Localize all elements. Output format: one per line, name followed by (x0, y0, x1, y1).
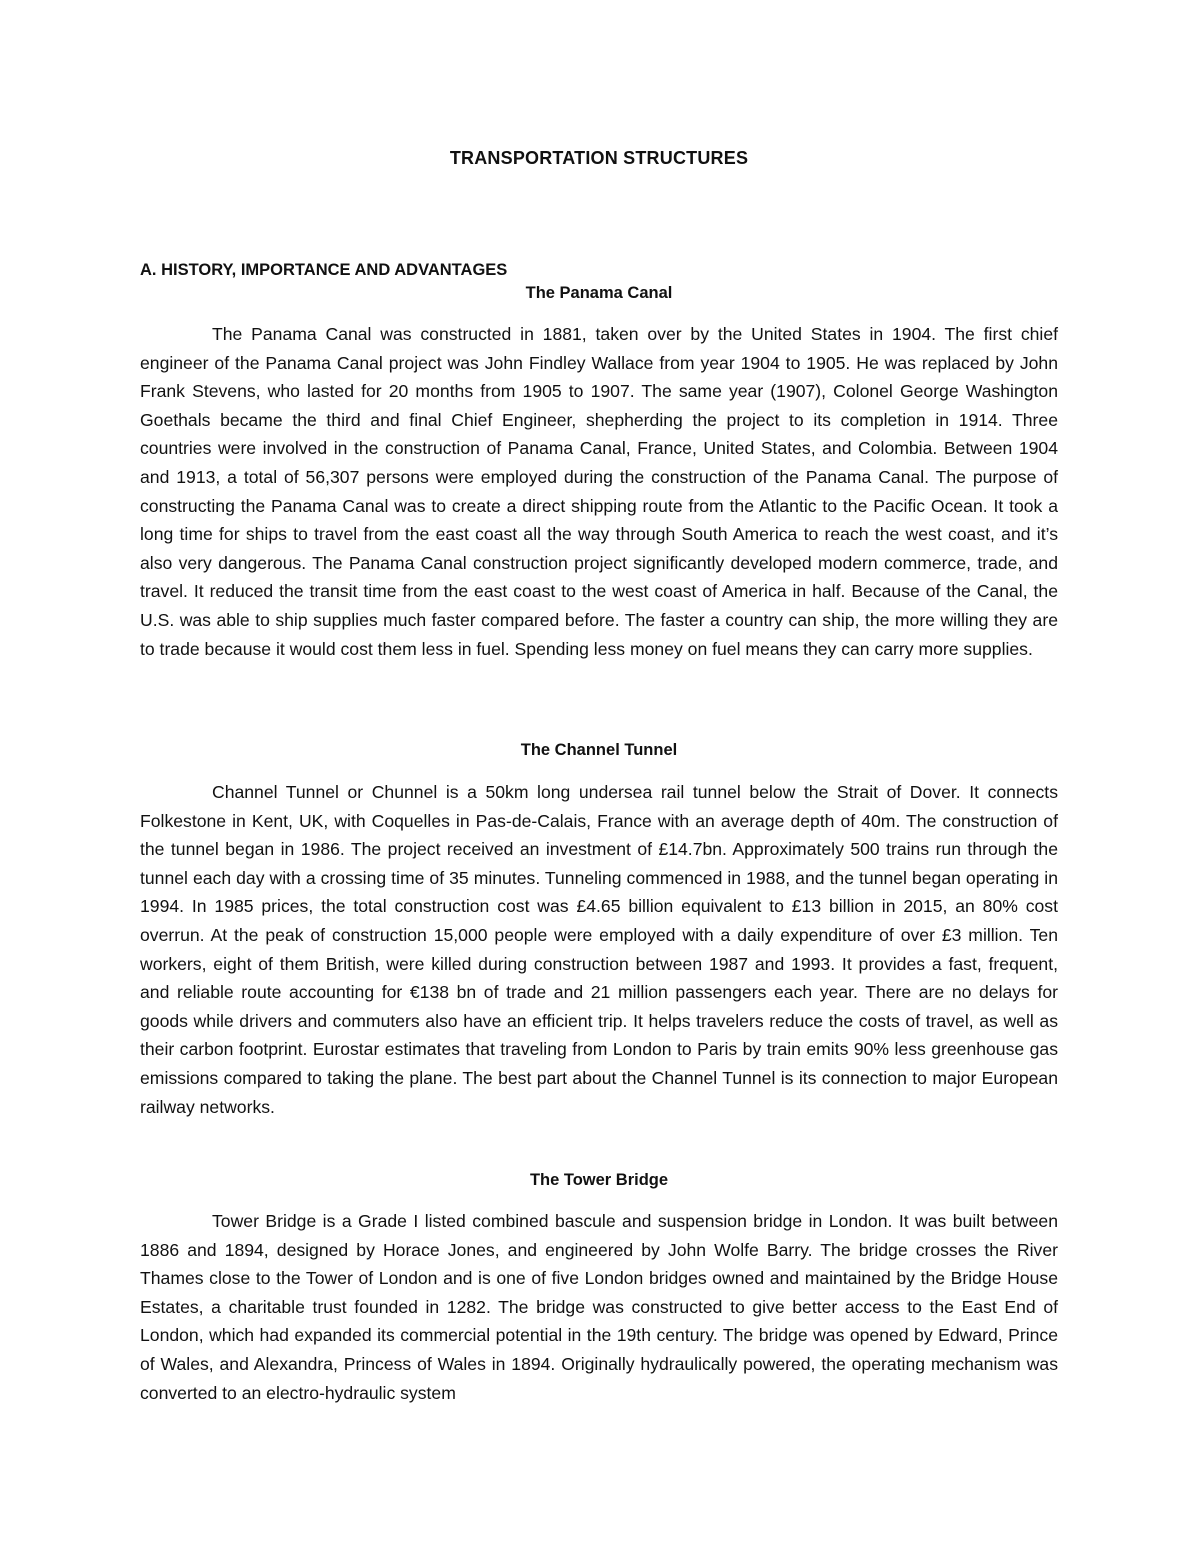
document-title: TRANSPORTATION STRUCTURES (449, 148, 749, 168)
section-heading: A. HISTORY, IMPORTANCE AND ADVANTAGES (140, 261, 508, 279)
subheading-channel-tunnel: The Channel Tunnel (520, 741, 678, 759)
paragraph-channel-tunnel: Channel Tunnel or Chunnel is a 50km long undersea rail tunnel below the Strait of Dover. It connects Folkestone in Kent, UK, with Coquelles in Pas-de-Calais, France with an average depth of 40m. The construction of the tunnel began in 1986. The project received an investment of £14.7bn. Approximately 500 trains run through the tunnel each day with a crossing time of 35 minutes. Tunneling commenced in 1988, and the tunnel began operating in 1994. In 1985 prices, the total construction cost was £4.65 billion equivalent to £13 billion in 2015, an 80% cost overrun. At the peak of construction 15,000 people were employed with a daily expenditure of over £3 million. Ten workers, eight of them British, were killed during construction between 1987 and 1993. It provides a fast, frequent, and reliable route accounting for €138 bn of trade and 21 million passengers each year. There are no delays for goods while drivers and commuters also have an efficient trip. It helps travelers reduce the costs of travel, as well as their carbon footprint. Eurostar estimates that traveling from London to Paris by train emits 90% less greenhouse gas emissions compared to taking the plane. The best part about the Channel Tunnel is its connection to major European railway networks. (140, 782, 1058, 1117)
paragraph-panama-canal: The Panama Canal was constructed in 1881, taken over by the United States in 1904. The first chief engineer of the Panama Canal project was John Findley Wallace from year 1904 to 1905. He was replaced by John Frank Stevens, who lasted for 20 months from 1905 to 1907. The same year (1907), Colonel George Washington Goethals became the third and final Chief Engineer, shepherding the project to its completion in 1914. Three countries were involved in the construction of Panama Canal, France, United States, and Colombia. Between 1904 and 1913, a total of 56,307 persons were employed during the construction of the Panama Canal. The purpose of constructing the Panama Canal was to create a direct shipping route from the Atlantic to the Pacific Ocean. It took a long time for ships to travel from the east coast all the way through South America to reach the west coast, and it’s also very dangerous. The Panama Canal construction project significantly developed modern commerce, trade, and travel. It reduced the transit time from the east coast to the west coast of America in half. Because of the Canal, the U.S. was able to ship supplies much faster compared before. The faster a country can ship, the more willing they are to trade because it would cost them less in fuel. Spending less money on fuel means they can carry more supplies. (140, 324, 1058, 659)
document-content (140, 140, 1058, 1403)
paragraph-tower-bridge: Tower Bridge is a Grade I listed combined bascule and suspension bridge in London. It was built between 1886 and 1894, designed by Horace Jones, and engineered by John Wolfe Barry. The bridge crosses the River Thames close to the Tower of London and is one of five London bridges owned and maintained by the Bridge House Estates, a charitable trust founded in 1282. The bridge was constructed to give better access to the East End of London, which had expanded its commercial potential in the 19th century. The bridge was opened by Edward, Prince of Wales, and Alexandra, Princess of Wales in 1894. Originally hydraulically powered, the operating mechanism was converted to an electro-hydraulic system (140, 1211, 1058, 1403)
subheading-panama-canal: The Panama Canal (525, 284, 673, 302)
subheading-tower-bridge: The Tower Bridge (529, 1171, 669, 1189)
